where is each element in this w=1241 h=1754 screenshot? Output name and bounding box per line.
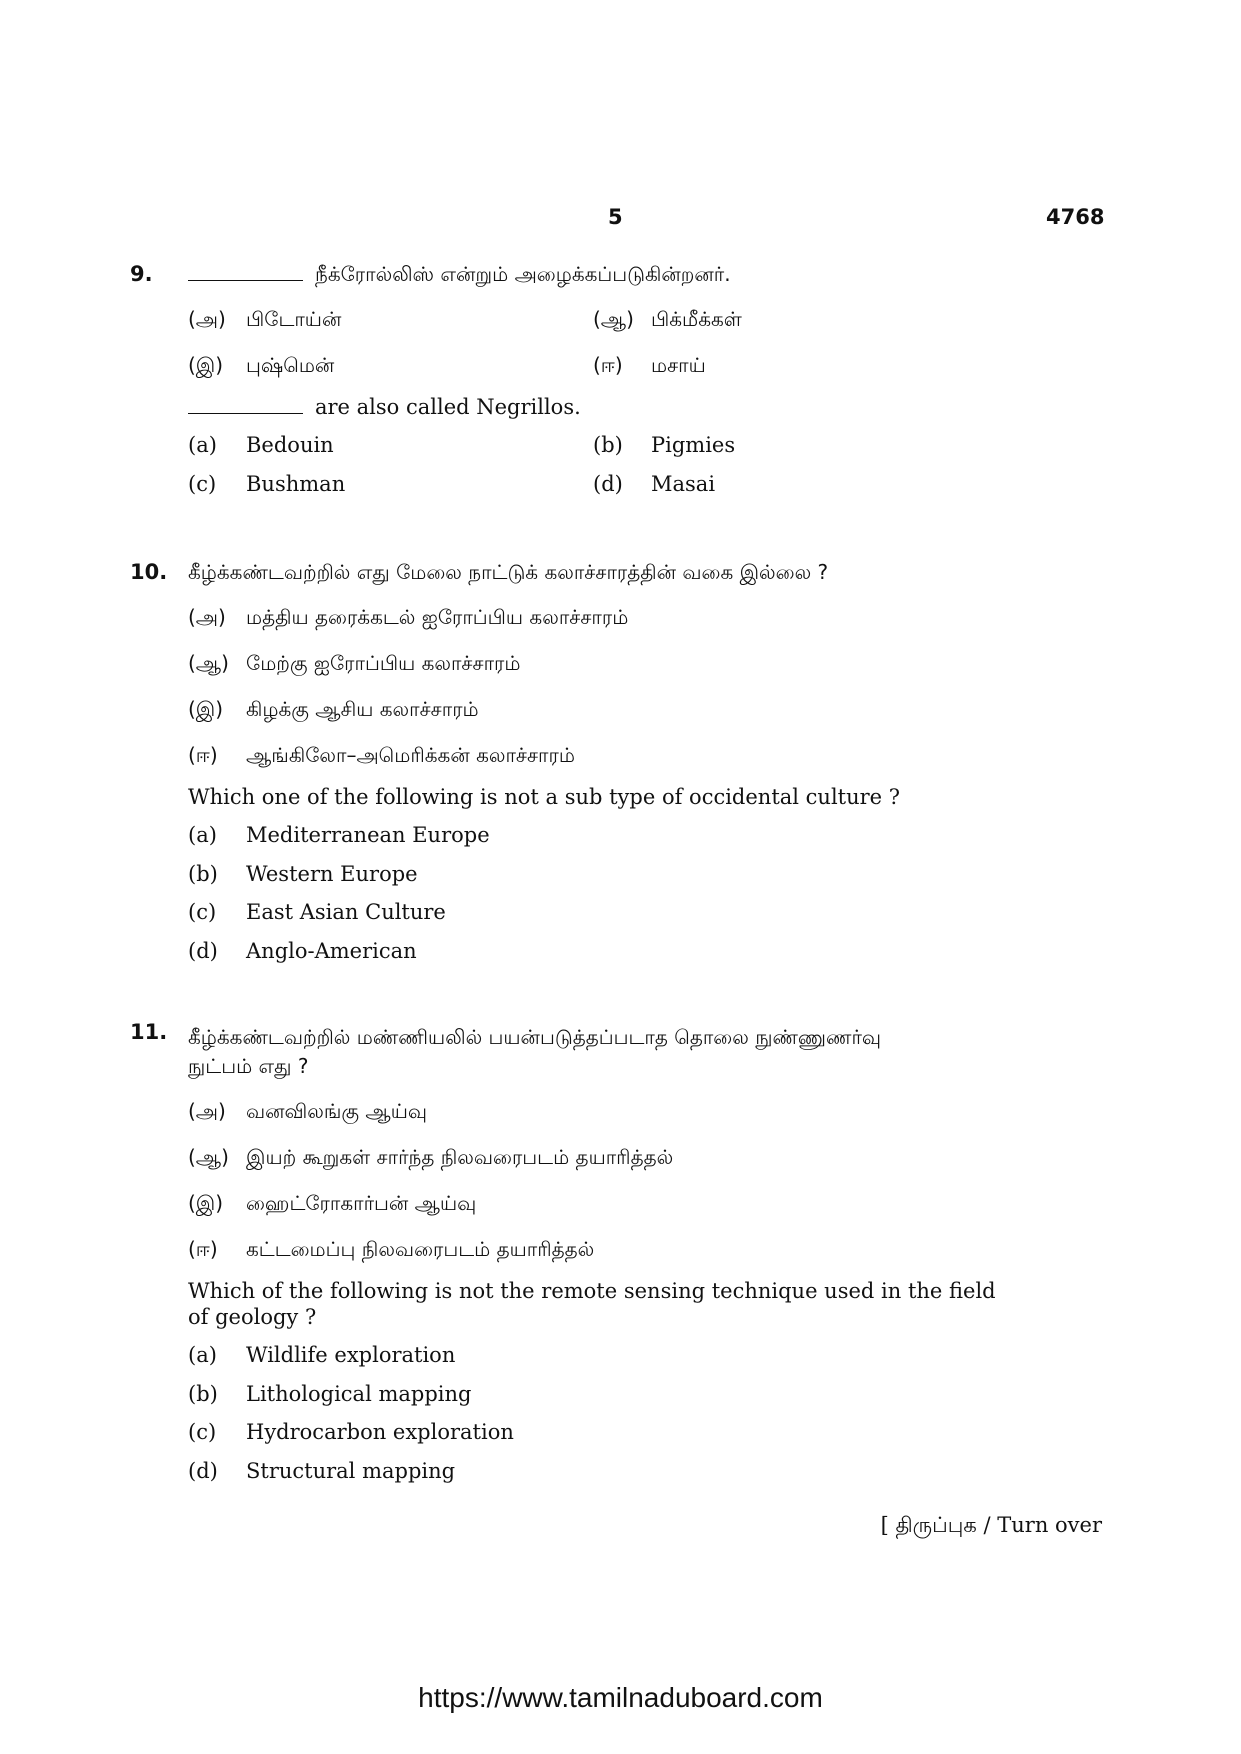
option: (ஆ) இயற் கூறுகள் சார்ந்த நிலவரைபடம் தயாரித்தல்: [188, 1145, 674, 1169]
option: (இ) ஹைட்ரோகார்பன் ஆய்வு: [188, 1191, 477, 1215]
question-9: [130, 262, 1090, 503]
question-11: [130, 1020, 1090, 1490]
question-number: 9.: [130, 262, 153, 286]
answer-blank: [188, 262, 303, 281]
option: (ஈ) ஆங்கிலோ–அமெரிக்கன் கலாச்சாரம்: [188, 743, 575, 767]
question-10: [130, 560, 1090, 970]
tamil-question-line-1: கீழ்க்கண்டவற்றில் மண்ணியலில் பயன்படுத்தப்படாத தொலை நுண்ணுணர்வு: [188, 1025, 882, 1049]
option: (d) Structural mapping: [188, 1458, 456, 1483]
option: (a) Mediterranean Europe: [188, 823, 490, 847]
turn-over-note: [ திருப்புக / Turn over: [880, 1513, 1102, 1537]
option: (a) Wildlife exploration: [188, 1343, 456, 1367]
tamil-question: நீக்ரோல்லிஸ் என்றும் அழைக்கப்படுகின்றனர்.: [188, 262, 1090, 286]
option: (ஆ) பிக்மீக்கள்: [593, 307, 742, 331]
tamil-options: [188, 594, 1090, 778]
option: (c) East Asian Culture: [188, 900, 446, 924]
tamil-options: [188, 1088, 1090, 1272]
tamil-question: கீழ்க்கண்டவற்றில் எது மேலை நாட்டுக் கலாச்சாரத்தின் வகை இல்லை ?: [188, 560, 829, 584]
option: (c) Hydrocarbon exploration: [188, 1420, 514, 1444]
answer-blank: [188, 395, 303, 414]
option: (b) Lithological mapping: [188, 1381, 472, 1406]
english-options: [188, 816, 1090, 970]
option: (ஆ) மேற்கு ஐரோப்பிய கலாச்சாரம்: [188, 651, 521, 675]
footer-url[interactable]: https://www.tamilnaduboard.com: [418, 1682, 823, 1713]
english-question-line-1: Which of the following is not the remote sensing technique used in the field: [188, 1279, 996, 1303]
tamil-options: [188, 296, 1090, 388]
option: (இ) கிழக்கு ஆசிய கலாச்சாரம்: [188, 697, 479, 721]
option: (d) Masai: [593, 471, 716, 496]
option: (ஈ) கட்டமைப்பு நிலவரைபடம் தயாரித்தல்: [188, 1237, 595, 1261]
english-options: [188, 1336, 1090, 1490]
question-number: 11.: [130, 1020, 168, 1044]
option: (c) Bushman: [188, 471, 346, 496]
option: (b) Pigmies: [593, 433, 736, 457]
option: (a) Bedouin: [188, 433, 334, 457]
option: (அ) வனவிலங்கு ஆய்வு: [188, 1099, 428, 1123]
english-options: [188, 426, 1090, 503]
option: (b) Western Europe: [188, 861, 418, 886]
option: (ஈ) மசாய்: [593, 353, 706, 377]
question-number: 10.: [130, 560, 168, 584]
english-question: Which one of the following is not a sub type of occidental culture ?: [188, 785, 901, 809]
option: (அ) பிடோய்ன்: [188, 307, 342, 331]
option: (இ) புஷ்மென்: [188, 353, 335, 377]
tamil-question-line-2: நுட்பம் எது ?: [188, 1054, 309, 1078]
english-question: are also called Negrillos.: [188, 388, 1090, 426]
english-question-line-2: of geology ?: [188, 1305, 317, 1329]
paper-code: 4768: [1046, 205, 1105, 229]
page-number: 5: [608, 205, 623, 229]
option: (d) Anglo-American: [188, 938, 417, 963]
option: (அ) மத்திய தரைக்கடல் ஐரோப்பிய கலாச்சாரம்: [188, 605, 629, 629]
